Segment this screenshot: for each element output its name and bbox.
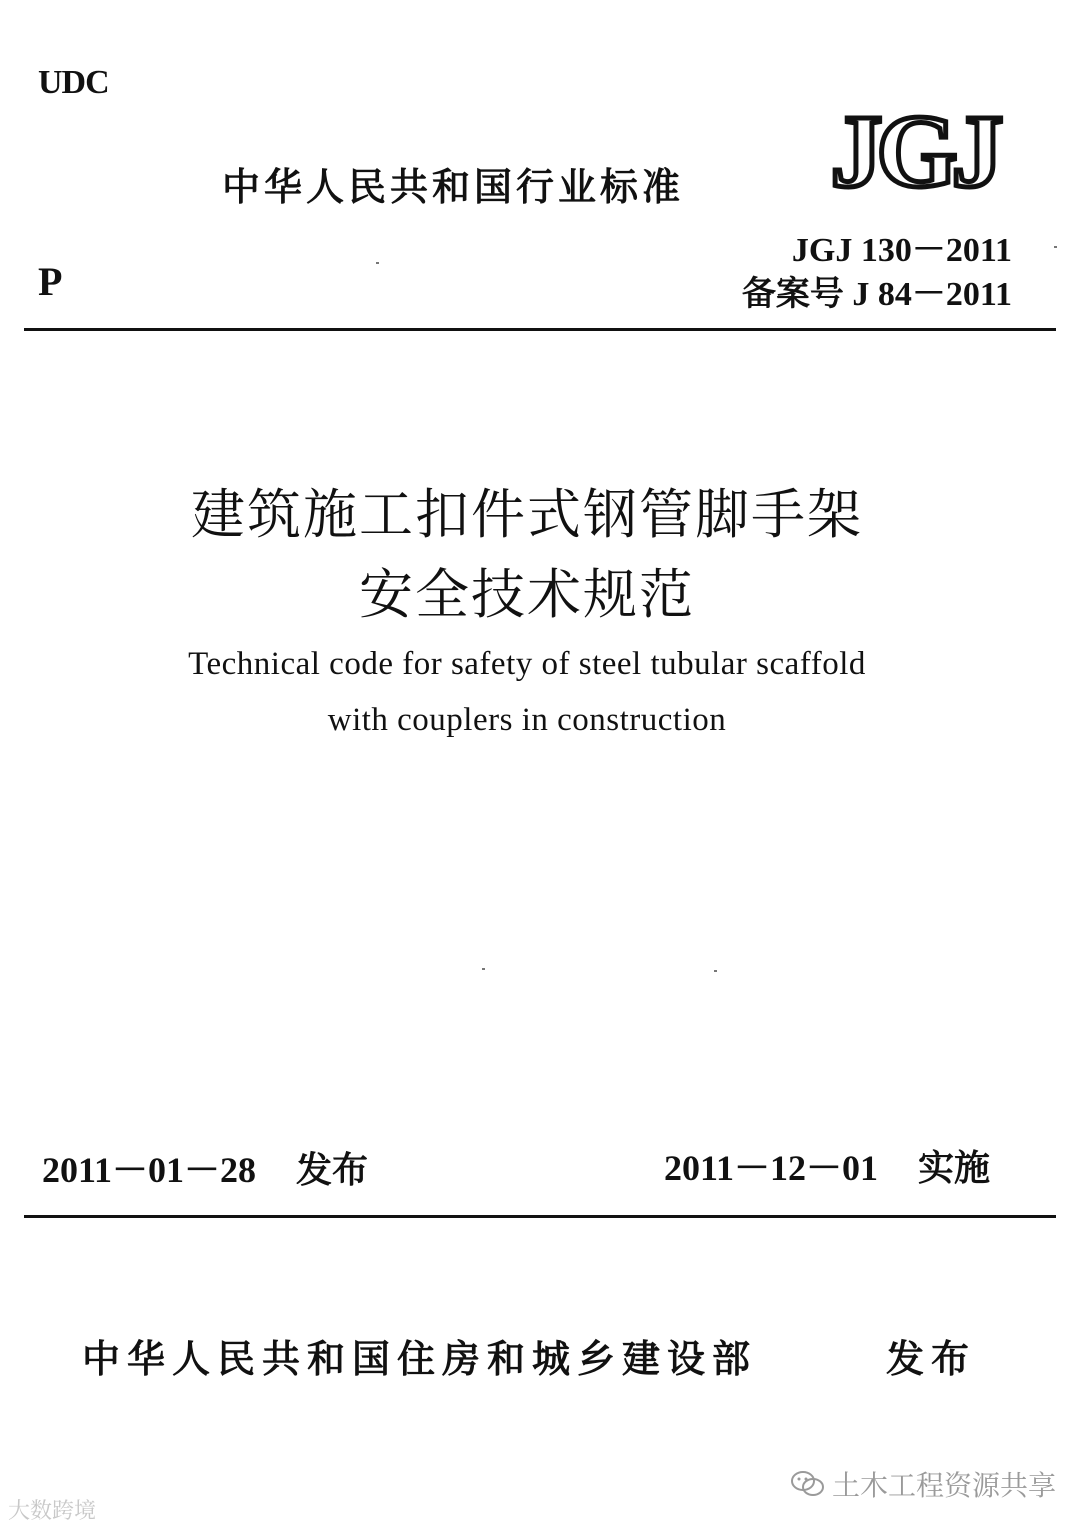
category-label: P bbox=[38, 259, 63, 304]
industry-standard-title: 中华人民共和国行业标准 bbox=[222, 165, 685, 209]
scan-speck bbox=[1054, 246, 1057, 248]
publish-label: 发布 bbox=[886, 1337, 977, 1381]
standard-code: JGJ 130－2011 bbox=[791, 232, 1012, 269]
issue-date-block bbox=[42, 1142, 368, 1193]
filing-code: J 84－2011 bbox=[852, 276, 1012, 313]
filing-prefix: 备案号 bbox=[741, 274, 844, 314]
watermark-left: 大数跨境 bbox=[8, 1499, 97, 1524]
scan-speck bbox=[482, 968, 485, 970]
effective-date: 2011－12－01 bbox=[664, 1148, 879, 1188]
publisher-name: 中华人民共和国住房和城乡建设部 bbox=[82, 1337, 758, 1381]
effective-label: 实施 bbox=[918, 1148, 991, 1189]
udc-label: UDC bbox=[38, 64, 109, 101]
watermark-right bbox=[790, 1464, 1056, 1504]
wechat-icon bbox=[790, 1469, 826, 1499]
logo-text: JGJ bbox=[830, 100, 998, 200]
jgj-logo bbox=[812, 100, 1017, 200]
watermark-right-text: 土木工程资源共享 bbox=[832, 1469, 1057, 1502]
title-cn-line2: 安全技术规范 bbox=[359, 563, 695, 626]
title-cn-line1: 建筑施工扣件式钢管脚手架 bbox=[191, 483, 863, 546]
filing-number bbox=[742, 266, 1012, 315]
issue-date: 2011－01－28 bbox=[42, 1150, 257, 1190]
issue-label: 发布 bbox=[296, 1150, 369, 1191]
effective-date-block bbox=[664, 1140, 990, 1191]
top-divider bbox=[24, 328, 1056, 331]
scan-speck bbox=[376, 262, 379, 264]
title-en-line1: Technical code for safety of steel tubular scaffold bbox=[188, 646, 866, 682]
title-en-line2: with couplers in construction bbox=[327, 702, 727, 738]
scan-speck bbox=[714, 970, 717, 972]
bottom-divider bbox=[24, 1215, 1056, 1218]
